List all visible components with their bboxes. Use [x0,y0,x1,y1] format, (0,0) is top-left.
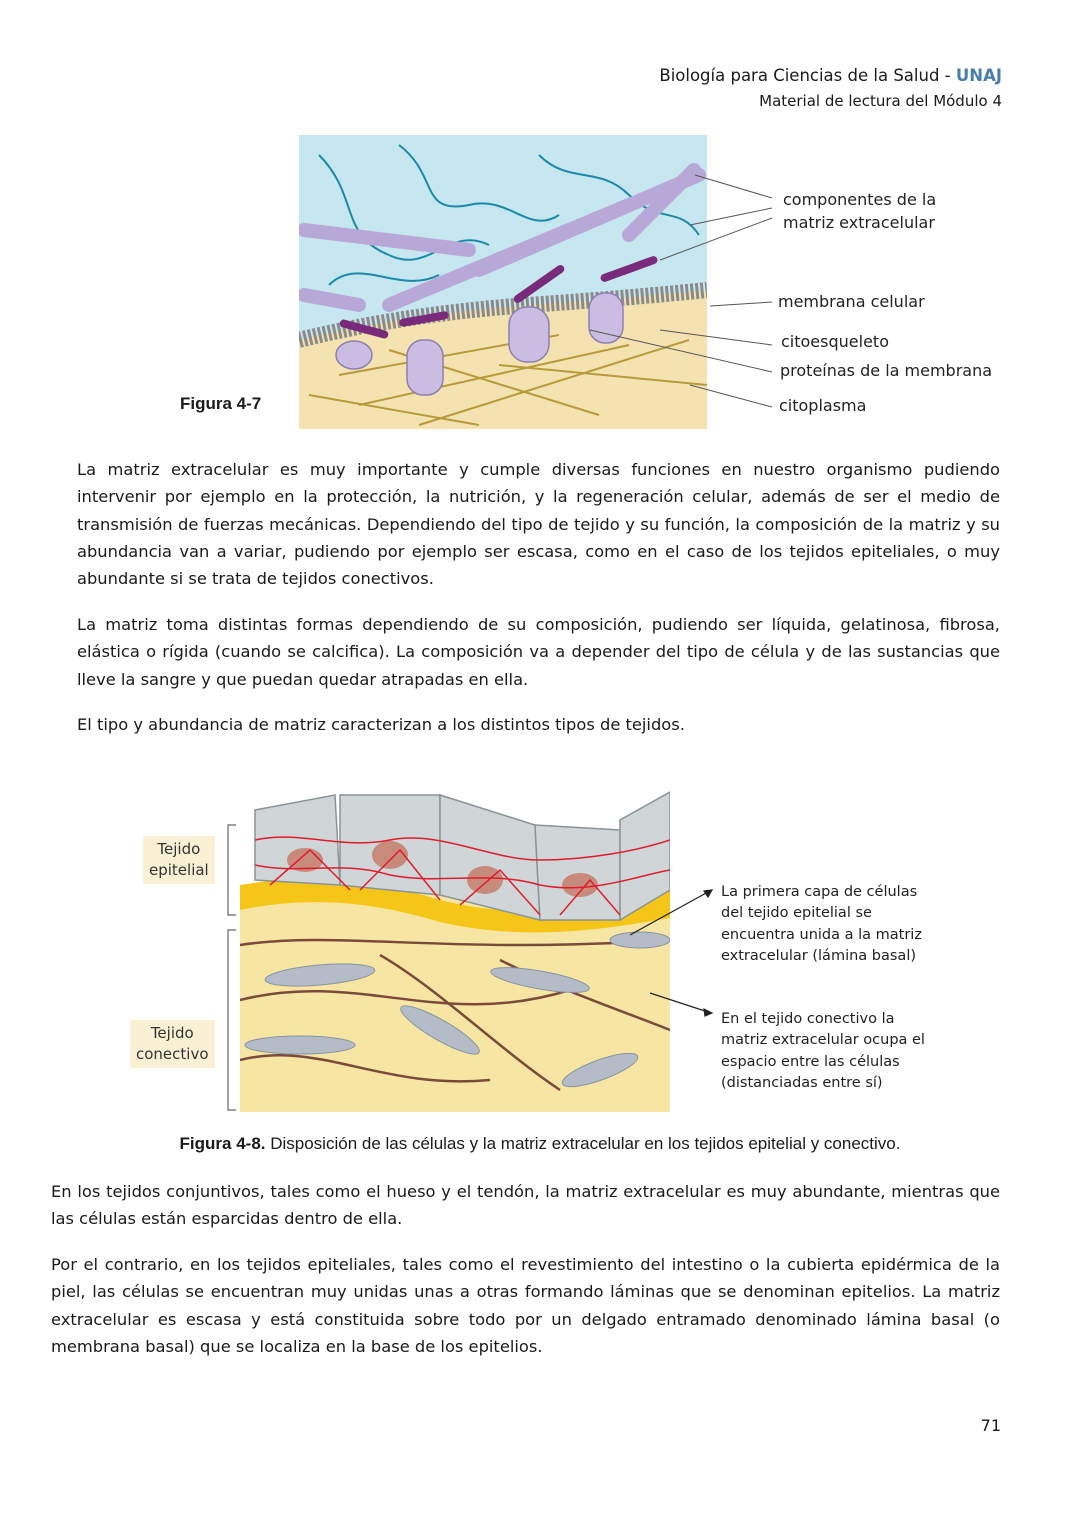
paragraph-1: La matriz extracelular es muy importante y cumple diversas funciones en nuestro organismo pudiendo intervenir por ejemplo en la protección, la nutrición, y la regeneración celular, además de ser el medio de transmisión de fuerzas mecánicas. Dependiendo del tipo de tejido y su función, la composición de la matriz y su abundancia van a variar, pudiendo por ejemplo ser escasa, como en el caso de los tejidos epiteliales, o muy abundante si se trata de tejidos conectivos. [77,460,1000,589]
note-connective [721,1009,951,1094]
figure8-arrows [630,880,730,1030]
tag-connective-line2: conectivo [136,1045,209,1063]
note-connective-line: (distanciadas entre sí) [721,1074,883,1091]
tag-epithelial-line1: Tejido [157,840,201,858]
paragraph-3: El tipo y abundancia de matriz caracterizan a los distintos tipos de tejidos. [77,715,685,734]
label-cytoplasm: citoplasma [779,396,867,415]
figure8-caption-label: Figura 4-8. [179,1134,266,1153]
tissue-diagram [240,790,670,1112]
note-connective-line: En el tejido conectivo la [721,1011,895,1027]
header-brand: UNAJ [955,66,1002,85]
note-connective-line: espacio entre las células [721,1053,900,1070]
label-matrix-components-1: componentes de la [783,190,937,209]
figure8-caption [0,1134,1080,1154]
note-epithelial-line: del tejido epitelial se [721,905,872,922]
tag-connective [130,1020,215,1068]
tag-connective-line1: Tejido [150,1024,194,1042]
figure7-label: Figura 4-7 [180,394,262,413]
note-epithelial [721,882,951,967]
header-title-text: Biología para Ciencias de la Salud - [659,66,956,85]
tag-epithelial [143,836,215,884]
header-title [659,66,1002,85]
label-cell-membrane: membrana celular [778,292,925,311]
page-number: 71 [980,1416,1001,1435]
note-epithelial-line: extracelular (lámina basal) [721,947,916,964]
tissue-brackets [220,820,240,1115]
label-cytoskeleton: citoesqueleto [781,332,889,351]
label-membrane-proteins: proteínas de la membrana [780,361,993,380]
note-epithelial-line: La primera capa de células [721,884,918,900]
paragraph-2: La matriz toma distintas formas dependiendo de su composición, pudiendo ser líquida, gelatinosa, fibrosa, elástica o rígida (cuando se calcifica). La composición va a depender del tipo de célula y de las sustancias que lleve la sangre y que puedan quedar atrapadas en ella. [77,615,1000,689]
tag-epithelial-line2: epitelial [149,861,209,879]
note-connective-line: matriz extracelular ocupa el [721,1032,925,1049]
figure8-caption-text: Disposición de las células y la matriz extracelular en los tejidos epitelial y conectivo. [265,1134,901,1153]
label-matrix-components-2: matriz extracelular [783,213,935,232]
header-subtitle: Material de lectura del Módulo 4 [759,92,1002,110]
paragraph-5: Por el contrario, en los tejidos epiteliales, tales como el revestimiento del intestino o la cubierta epidérmica de la piel, las células se encuentran muy unidas unas a otras formando láminas que se denominan epitelios. La matriz extracelular es escasa y está constituida sobre todo por un delgado entramado denominado lámina basal (o membrana basal) que se localiza en la base de los epitelios. [51,1255,1000,1356]
note-epithelial-line: encuentra unida a la matriz [721,926,922,943]
paragraph-4: En los tejidos conjuntivos, tales como el hueso y el tendón, la matriz extracelular es muy abundante, mientras que las células están esparcidas dentro de ella. [51,1182,1000,1229]
membrane-diagram [299,135,707,429]
